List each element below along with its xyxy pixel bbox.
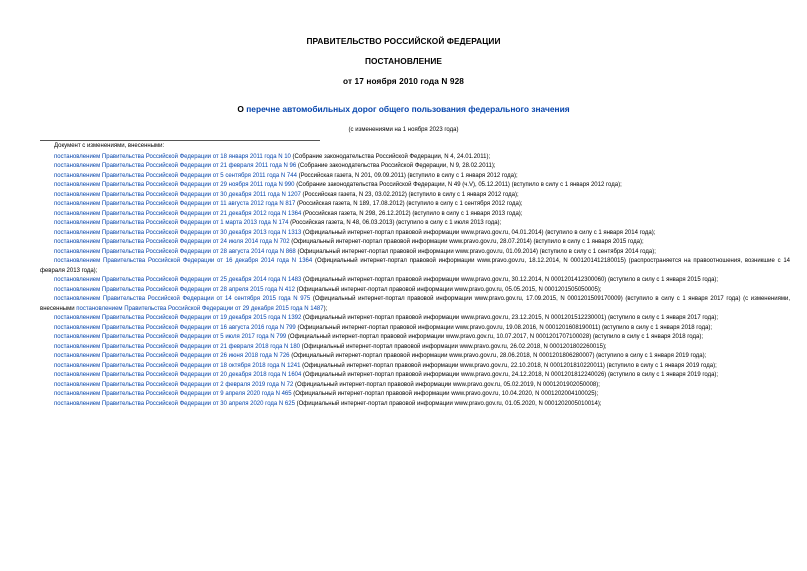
amendment-link[interactable]: постановлением Правительства Российской Федерации от 30 декабря 2011 года N 1207 [54,191,301,198]
amendment-source: ); [323,305,328,312]
amendment-item [40,276,790,286]
amendment-item [40,257,790,276]
amendment-link[interactable]: постановлением Правительства Российской Федерации от 16 августа 2016 года N 799 [54,324,296,331]
amendment-source: (Официальный интернет-портал правовой информации www.pravo.gov.ru, 05.05.2015, N 0001201505050005); [294,286,602,293]
amendment-link[interactable]: постановлением Правительства Российской Федерации от 21 февраля 2018 года N 180 [54,343,300,350]
amendment-link[interactable]: постановлением Правительства Российской Федерации от 14 сентября 2015 года N 975 [54,296,311,302]
amendment-source: (Собрание законодательства Российской Федерации, N 4, 24.01.2011); [290,153,491,160]
amendment-link[interactable]: постановлением Правительства Российской Федерации от 21 декабря 2012 года N 1364 [54,210,302,217]
amendment-link[interactable]: постановлением Правительства Российской Федерации от 28 апреля 2015 года N 412 [54,286,295,293]
amendment-link[interactable]: постановлением Правительства Российской Федерации от 29 ноября 2011 года N 990 [54,182,295,188]
amendment-source: (Официальный интернет-портал правовой информации www.pravo.gov.ru, 19.08.2016, N 0001201608190011) (вступило в силу с 1 января 2018 года); [295,324,713,331]
amendment-item [40,248,790,258]
amendment-source: (Официальный интернет-портал правовой информации www.pravo.gov.ru, 05.02.2019, N 0001201902050008); [293,381,600,388]
amendment-item [40,362,790,372]
amendment-item [40,238,790,248]
amendment-source: (Российская газета, N 23, 03.02.2012) (вступило в силу с 1 января 2012 года); [300,191,519,198]
document-title [0,104,807,114]
amendment-item [40,219,790,229]
amendment-link[interactable]: постановлением Правительства Российской Федерации от 26 июня 2018 года N 726 [54,353,290,359]
amendment-source: (Официальный интернет-портал правовой информации www.pravo.gov.ru, 26.02.2018, N 0001201802260015); [300,343,607,350]
amendment-item [40,333,790,343]
amendment-source: (Официальный интернет-портал правовой информации www.pravo.gov.ru, 28.06.2018, N 0001201806280007) (вступило в силу с 1 января 2019 года); [289,353,707,359]
amendment-link[interactable]: постановлением Правительства Российской Федерации от 30 апреля 2020 года N 625 [54,400,295,407]
amendment-link[interactable]: постановлением Правительства Российской Федерации от 11 августа 2012 года N 817 [54,201,296,207]
amendment-item [40,295,790,314]
amendment-link[interactable]: постановлением Правительства Российской Федерации от 24 июля 2014 года N 702 [54,239,290,245]
amendment-link[interactable]: постановлением Правительства Российской Федерации от 5 июля 2017 года N 799 [54,334,287,340]
amendment-source: (Официальный интернет-портал правовой информации www.pravo.gov.ru, 17.09.2015, N 0001201509170009) (вступило в силу с 1 января 2017 года) (с изменениями, внесенными [40,296,790,312]
amendment-item [40,191,790,201]
amendments-list [40,153,790,410]
amendment-item [40,200,790,210]
amendment-link[interactable]: постановлением Правительства Российской Федерации от 2 февраля 2019 года N 72 [54,381,294,388]
amendment-source: (Официальный интернет-портал правовой информации www.pravo.gov.ru, 22.10.2018, N 0001201810220011) (вступило в силу с 1 января 2019 года); [300,362,717,369]
amendment-source: (Российская газета, N 48, 06.03.2013) (вступило в силу с 1 июля 2013 года); [288,220,502,226]
amendment-item [40,400,790,410]
amendment-link[interactable]: постановлением Правительства Российской Федерации от 16 декабря 2014 года N 1364 [54,258,313,264]
edition-note: (с изменениями на 1 ноября 2023 года) [348,127,459,133]
amendments-intro: Документ с изменениями, внесенными: [54,143,165,149]
amendment-item [40,181,790,191]
amendment-item [40,390,790,400]
amendment-source: (Российская газета, N 189, 17.08.2012) (вступило в силу с 1 сентября 2012 года); [295,201,523,207]
amendment-item [40,314,790,324]
amendment-link[interactable]: постановлением Правительства Российской Федерации от 5 сентября 2011 года N 744 [54,172,297,179]
amendment-item [40,229,790,239]
document-date: от 17 ноября 2010 года N 928 [343,76,464,86]
amendment-item [40,286,790,296]
amendment-link[interactable]: постановлением Правительства Российской Федерации от 19 декабря 2015 года N 1392 [54,315,302,321]
title-link[interactable]: перечне автомобильных дорог общего пользования федерального значения [246,104,570,114]
amendment-link[interactable]: постановлением Правительства Российской Федерации от 21 февраля 2011 года N 96 [54,163,297,169]
government-name: ПРАВИТЕЛЬСТВО РОССИЙСКОЙ ФЕДЕРАЦИИ [306,36,501,46]
amendment-source: (Официальный интернет-портал правовой информации www.pravo.gov.ru, 10.07.2017, N 0001201707100028) (вступило в силу с 1 января 2018 года); [286,334,703,340]
amendment-link[interactable]: постановлением Правительства Российской Федерации от 29 декабря 2015 года N 1487 [76,305,324,312]
amendment-source: (Официальный интернет-портал правовой информации www.pravo.gov.ru, 01.09.2014) (вступило в силу с 1 сентября 2014 года); [295,248,656,255]
amendment-source: (Официальный интернет-портал правовой информации www.pravo.gov.ru, 23.12.2015, N 0001201512230001) (вступило в силу с 1 января 2017 года); [301,315,719,321]
amendment-source: (Официальный интернет-портал правовой информации www.pravo.gov.ru, 10.04.2020, N 0001202004100025); [291,391,599,397]
amendment-source: (Официальный интернет-портал правовой информации www.pravo.gov.ru, 18.12.2014, N 0001201412180015) (распространяется на правоотношения, возникшие с 14 февраля 2013 года); [40,258,790,274]
amendment-item [40,324,790,334]
amendment-item [40,210,790,220]
separator-line [40,140,320,141]
amendment-source: (Официальный интернет-портал правовой информации www.pravo.gov.ru, 30.12.2014, N 0001201412300060) (вступило в силу с 1 января 2015 года); [301,277,719,283]
amendment-link[interactable]: постановлением Правительства Российской Федерации от 1 марта 2013 года N 174 [54,220,289,226]
amendment-item [40,153,790,163]
amendment-item [40,352,790,362]
amendment-source: (Российская газета, N 201, 09.09.2011) (вступило в силу с 1 января 2012 года); [296,172,518,179]
amendment-link[interactable]: постановлением Правительства Российской Федерации от 9 апреля 2020 года N 465 [54,391,292,397]
amendment-link[interactable]: постановлением Правительства Российской Федерации от 18 октября 2018 года N 1241 [54,362,301,369]
amendment-link[interactable]: постановлением Правительства Российской Федерации от 20 декабря 2018 года N 1604 [54,372,302,378]
amendment-source: (Официальный интернет-портал правовой информации www.pravo.gov.ru, 28.07.2014) (вступило в силу с 1 января 2015 года); [289,239,644,245]
amendment-item [40,371,790,381]
amendment-source: (Официальный интернет-портал правовой информации www.pravo.gov.ru, 04.01.2014) (вступило в силу с 1 января 2014 года); [301,229,656,236]
amendment-item [40,162,790,172]
document-type: ПОСТАНОВЛЕНИЕ [364,56,443,66]
amendment-link[interactable]: постановлением Правительства Российской Федерации от 30 декабря 2013 года N 1313 [54,229,302,236]
amendment-link[interactable]: постановлением Правительства Российской Федерации от 18 января 2011 года N 10 [54,153,291,160]
amendment-link[interactable]: постановлением Правительства Российской Федерации от 25 декабря 2014 года N 1483 [54,277,302,283]
title-prefix: О [237,104,247,114]
amendment-source: (Официальный интернет-портал правовой информации www.pravo.gov.ru, 01.05.2020, N 0001202005010014); [294,400,602,407]
amendment-item [40,381,790,391]
amendment-item [40,172,790,182]
amendment-source: (Российская газета, N 298, 26.12.2012) (вступило в силу с 1 января 2013 года); [301,210,523,217]
amendment-item [40,343,790,353]
amendment-source: (Официальный интернет-портал правовой информации www.pravo.gov.ru, 24.12.2018, N 0001201812240026) (вступило в силу с 1 января 2019 года); [301,372,719,378]
amendment-source: (Собрание законодательства Российской Федерации, N 9, 28.02.2011); [296,163,496,169]
amendment-source: (Собрание законодательства Российской Федерации, N 49 (ч.V), 05.12.2011) (вступило в силу с 1 января 2012 года); [294,182,622,188]
amendment-link[interactable]: постановлением Правительства Российской Федерации от 28 августа 2014 года N 868 [54,248,296,255]
